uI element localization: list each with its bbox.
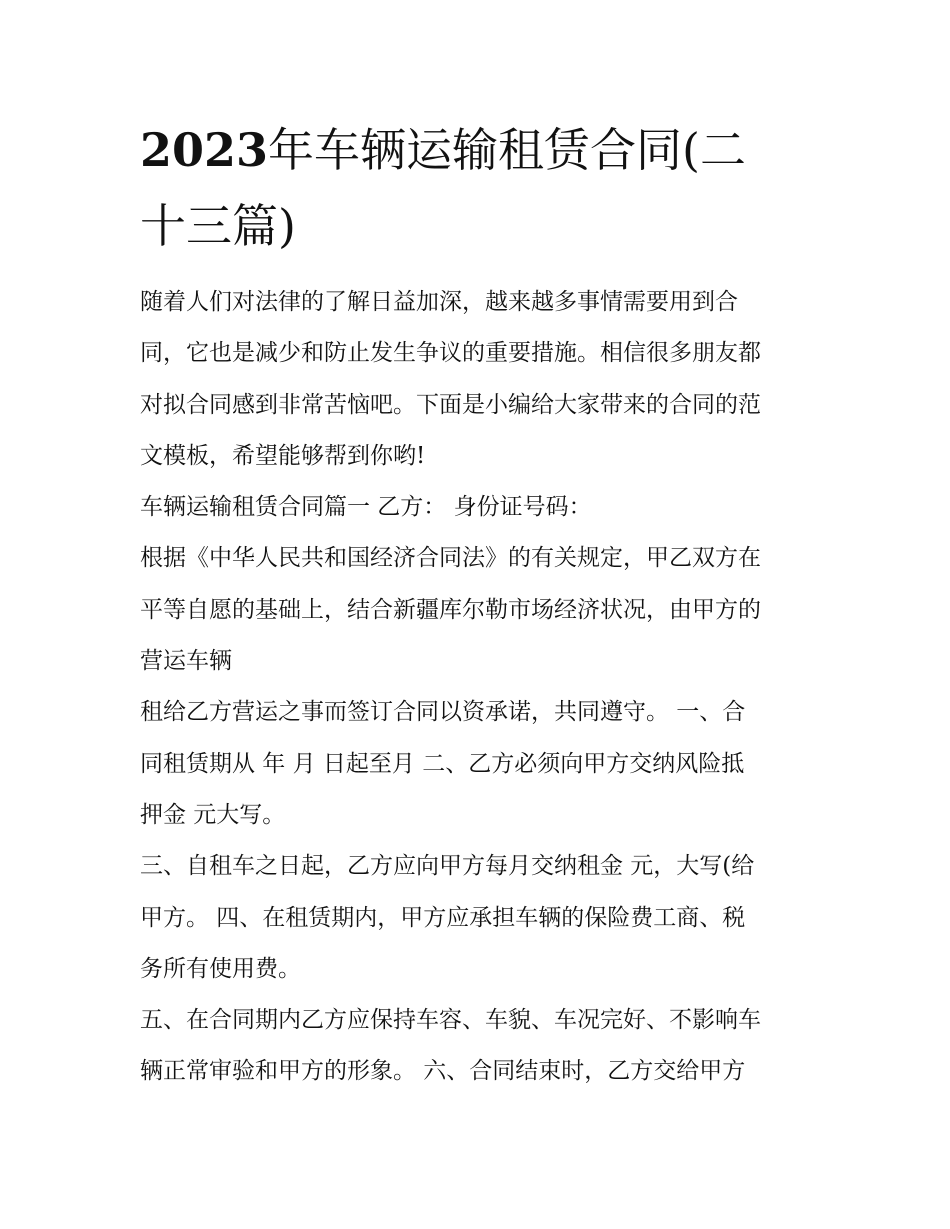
body-line: 营运车辆: [140, 648, 232, 675]
body-line: 务所有使用费。: [140, 955, 301, 982]
body-line: 同，它也是减少和防止发生争议的重要措施。相信很多朋友都: [140, 340, 761, 367]
body-line: 同租赁期从 年 月 日起至月 二、乙方必须向甲方交纳风险抵: [140, 750, 745, 777]
body-line: 车辆运输租赁合同篇一 乙方： 身份证号码：: [140, 494, 592, 521]
body-line: 三、自租车之日起，乙方应向甲方每月交纳租金 元，大写(给: [140, 853, 755, 880]
body-line: 平等自愿的基础上，结合新疆库尔勒市场经济状况，由甲方的: [140, 596, 761, 623]
title-line-2: 十三篇): [140, 199, 296, 253]
body-line: 租给乙方营运之事而签订合同以资承诺，共同遵守。 一、合: [140, 699, 746, 726]
body-line: 押金 元大写。: [140, 801, 286, 828]
title-line-1: [140, 112, 820, 188]
title-line-1-text: 年车辆运输租赁合同(二: [268, 123, 746, 177]
document-body: [140, 277, 814, 1098]
body-line: 随着人们对法律的了解日益加深，越来越多事情需要用到合: [140, 289, 738, 315]
body-line: 文模板，希望能够帮到你哟!: [140, 442, 426, 469]
document-title: [140, 112, 820, 264]
body-line: 辆正常审验和甲方的形象。 六、合同结束时，乙方交给甲方: [140, 1058, 746, 1085]
body-line: 对拟合同感到非常苦恼吧。下面是小编给大家带来的合同的范: [140, 391, 761, 418]
body-line: 根据《中华人民共和国经济合同法》的有关规定，甲乙双方在: [140, 545, 761, 572]
body-line: 五、在合同期内乙方应保持车容、车貌、车况完好、不影响车: [140, 1007, 761, 1034]
body-line: 甲方。 四、在租赁期内，甲方应承担车辆的保险费工商、税: [140, 904, 746, 931]
title-year: 2023: [140, 123, 269, 177]
